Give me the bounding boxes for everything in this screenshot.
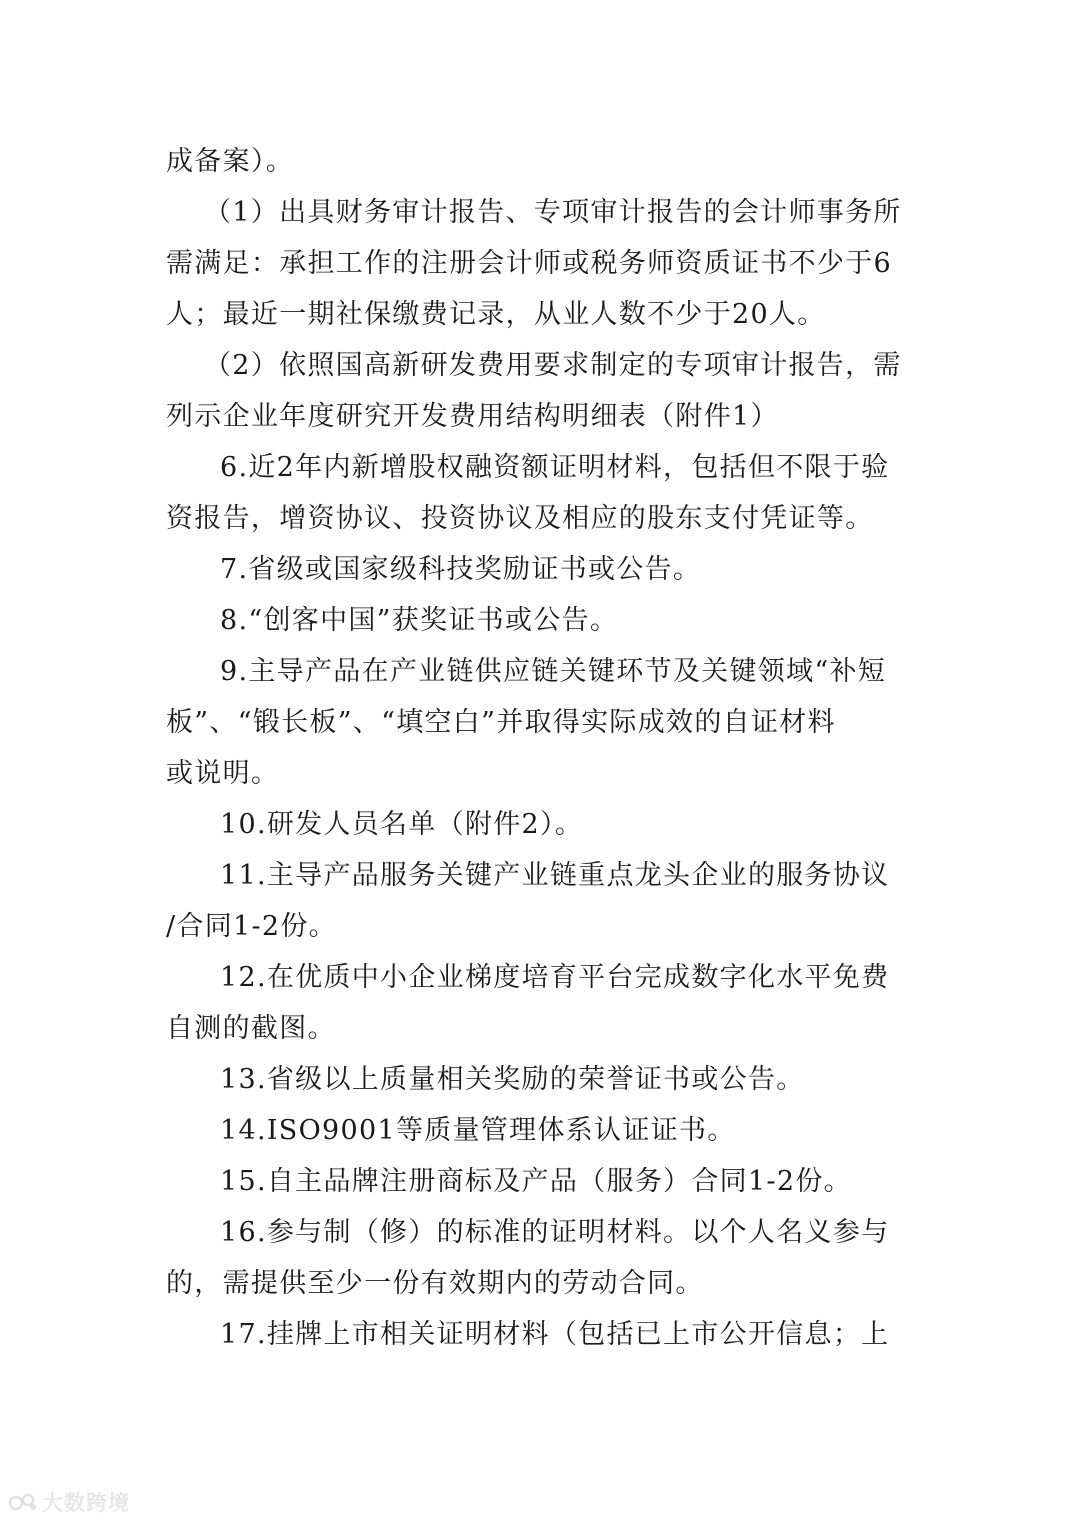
text-line: 人；最近一期社保缴费记录，从业人数不少于20人。 — [166, 299, 826, 330]
text-line: 17.挂牌上市相关证明材料（包括已上市公开信息；上 — [220, 1319, 890, 1350]
text-line: 的，需提供至少一份有效期内的劳动合同。 — [166, 1268, 704, 1299]
text-line: 10.研发人员名单（附件2）。 — [220, 809, 584, 840]
text-line: 12.在优质中小企业梯度培育平台完成数字化水平免费 — [220, 962, 890, 993]
text-line: 16.参与制（修）的标准的证明材料。以个人名义参与 — [220, 1217, 890, 1248]
text-line: /合同1-2份。 — [166, 911, 337, 942]
brand-logo-icon — [8, 1490, 38, 1514]
text-line: 板”、“锻长板”、“填空白”并取得实际成效的自证材料 — [166, 707, 836, 738]
watermark-text: 大数跨境 — [42, 1491, 130, 1515]
text-line: 需满足：承担工作的注册会计师或税务师资质证书不少于6 — [166, 248, 892, 279]
text-line: （2）依照国高新研发费用要求制定的专项审计报告，需 — [204, 350, 902, 381]
text-line: 自测的截图。 — [166, 1013, 336, 1044]
text-line: 或说明。 — [166, 758, 280, 789]
text-line: 13.省级以上质量相关奖励的荣誉证书或公告。 — [220, 1064, 805, 1095]
text-line: 6.近2年内新增股权融资额证明材料，包括但不限于验 — [220, 452, 890, 483]
text-line: 成备案）。 — [166, 146, 294, 177]
text-line: 8.“创客中国”获奖证书或公告。 — [220, 605, 619, 636]
text-line: 列示企业年度研究开发费用结构明细表（附件1） — [166, 401, 779, 432]
document-body — [166, 136, 918, 1360]
watermark — [8, 1487, 130, 1517]
text-line: 14.ISO9001等质量管理体系认证证书。 — [220, 1115, 736, 1146]
text-line: 9.主导产品在产业链供应链关键环节及关键领域“补短 — [220, 656, 887, 687]
text-line: 11.主导产品服务关键产业链重点龙头企业的服务协议 — [220, 860, 890, 891]
text-line: 7.省级或国家级科技奖励证书或公告。 — [220, 554, 702, 585]
text-line: 资报告，增资协议、投资协议及相应的股东支付凭证等。 — [166, 503, 874, 534]
text-line: （1）出具财务审计报告、专项审计报告的会计师事务所 — [204, 197, 902, 228]
text-line: 15.自主品牌注册商标及产品（服务）合同1-2份。 — [220, 1166, 852, 1197]
